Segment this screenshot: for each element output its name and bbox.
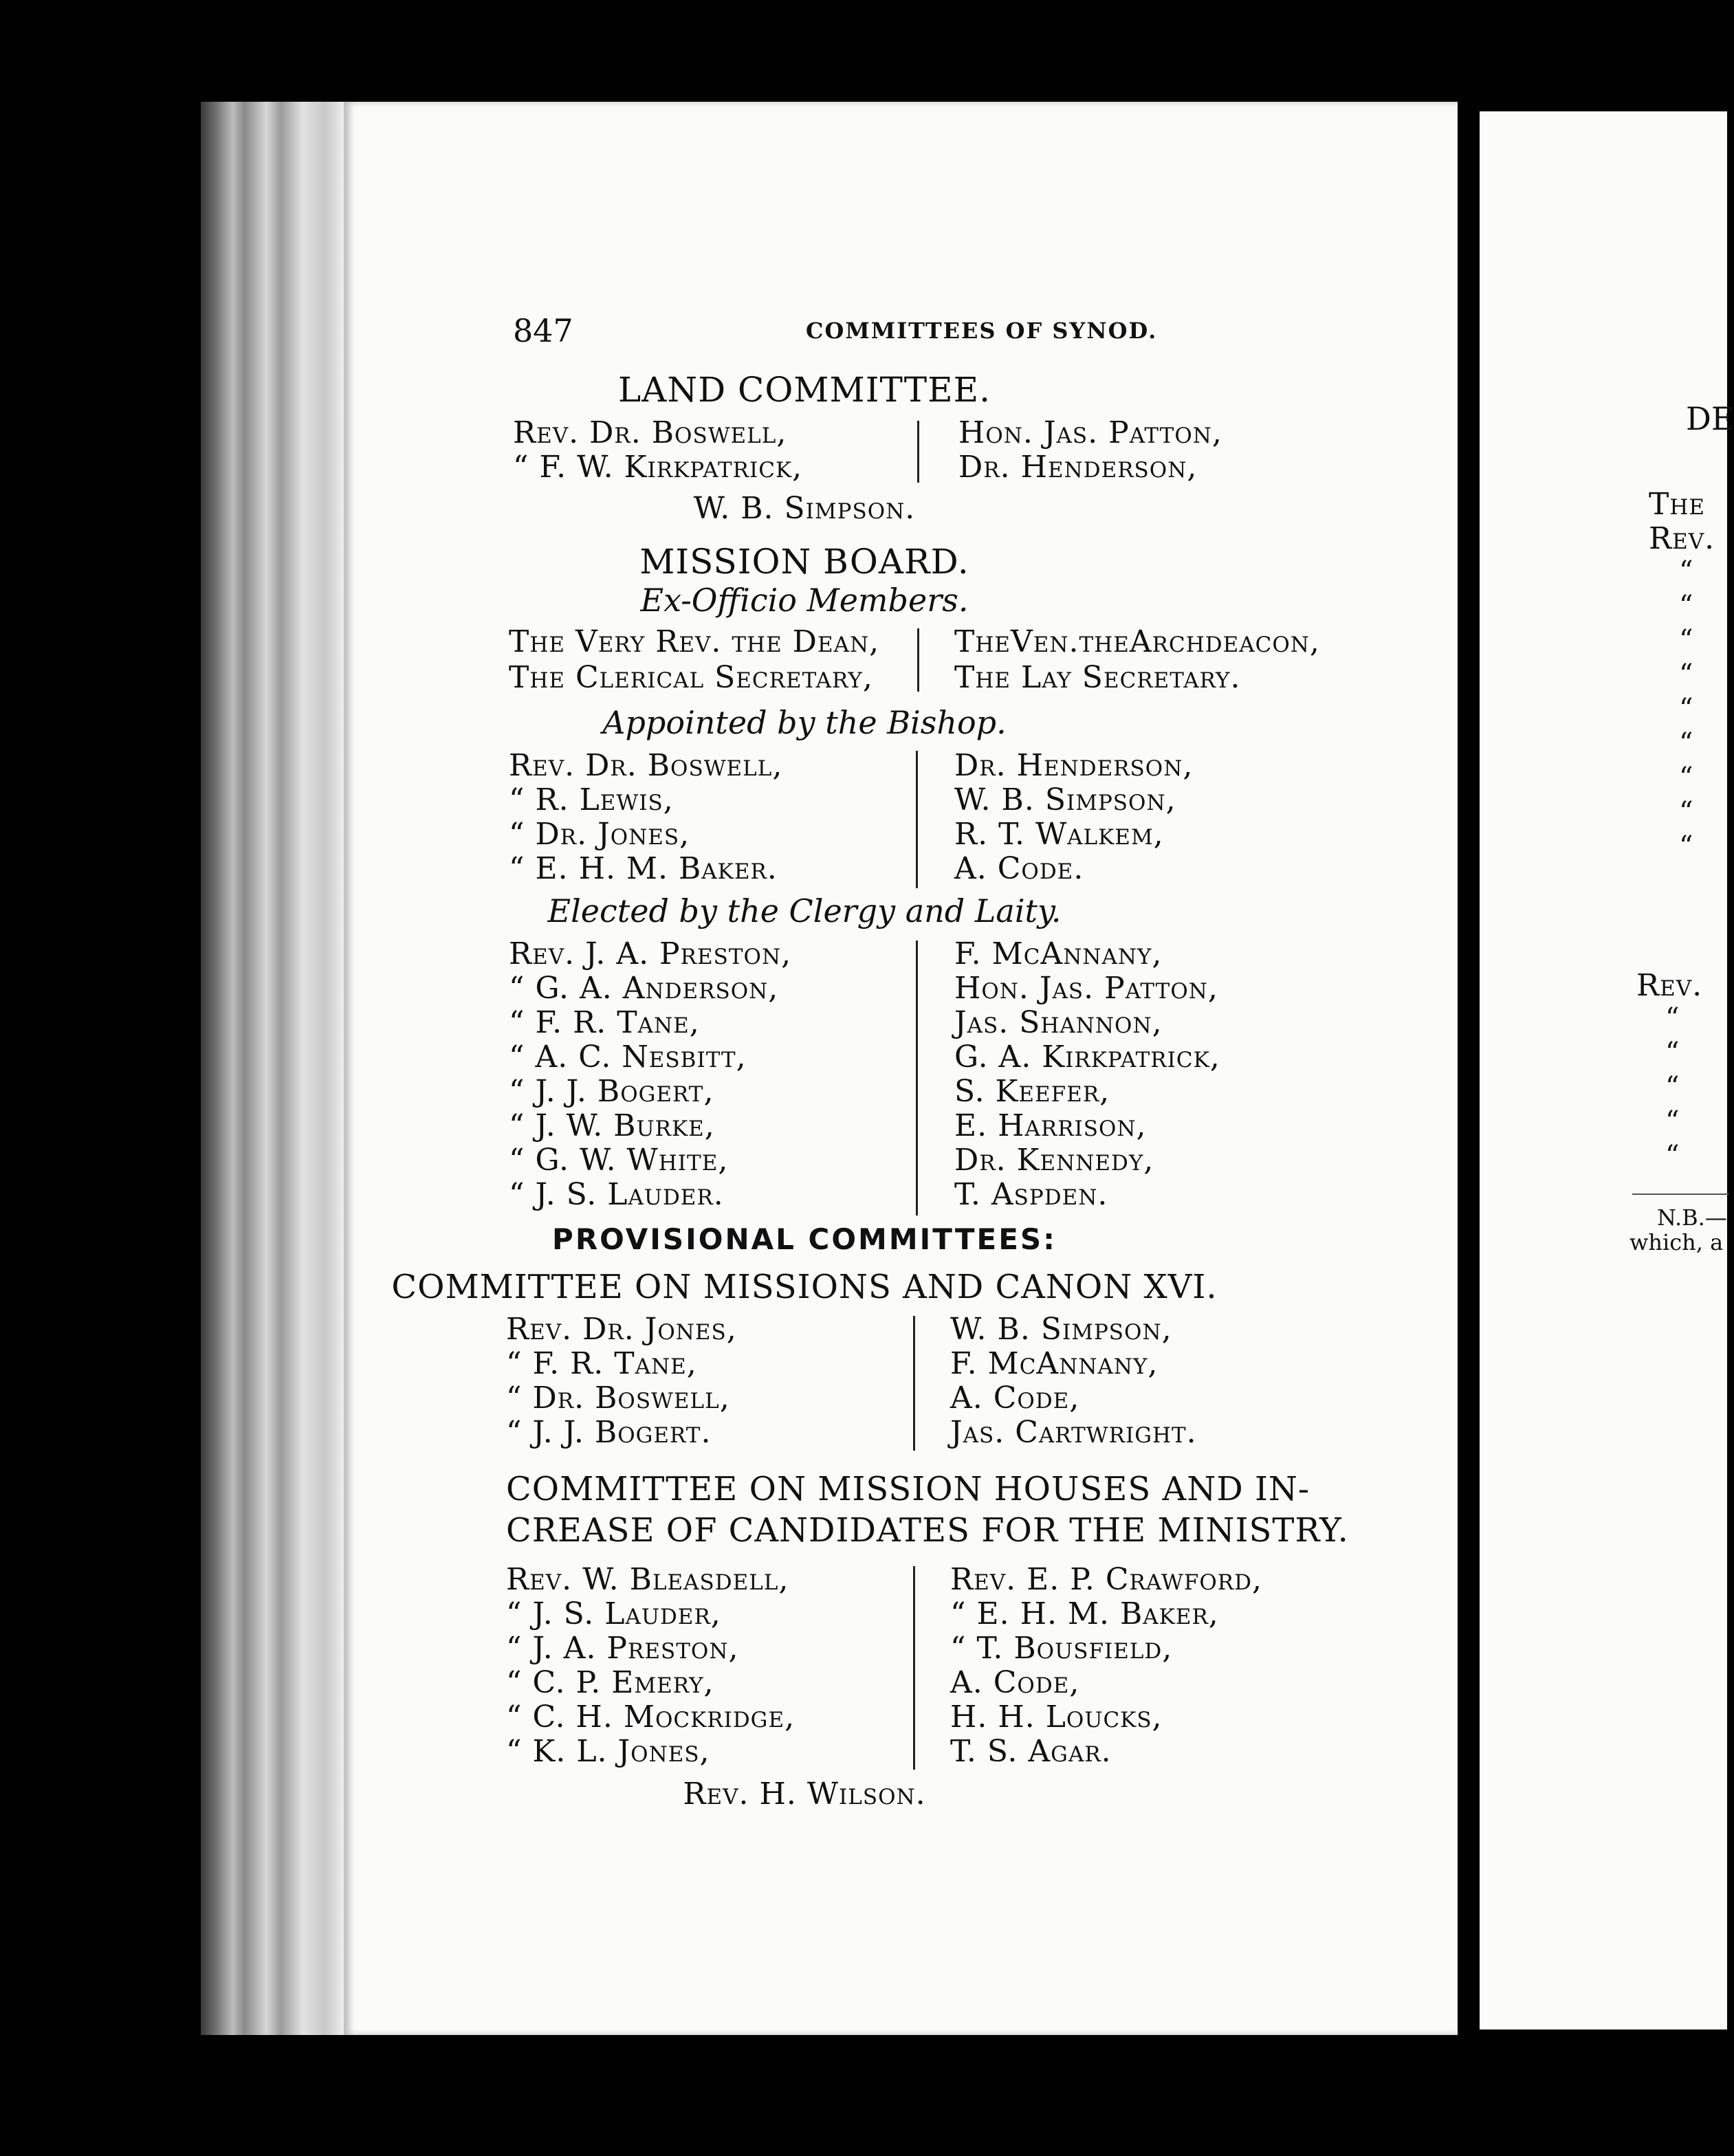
elected-right-3: Jas. Shannon, bbox=[954, 1005, 1163, 1040]
mission-houses-left-5: “ C. H. Mockridge, bbox=[506, 1700, 795, 1735]
elected-left-2: “ G. A. Anderson, bbox=[509, 971, 779, 1006]
rule bbox=[1632, 1194, 1728, 1195]
right-page-ditto-4: “ bbox=[1679, 659, 1693, 690]
appointed-right-2: W. B. Simpson, bbox=[954, 782, 1176, 817]
appointed-left-2: “ R. Lewis, bbox=[509, 782, 674, 817]
right-page-ditto-3: “ bbox=[1679, 624, 1693, 656]
right-page-top: DE bbox=[1686, 400, 1734, 437]
column-divider bbox=[913, 1316, 915, 1451]
right-page-ditto-6: “ bbox=[1679, 727, 1693, 759]
land-left-1: Rev. Dr. Boswell, bbox=[513, 415, 787, 450]
mission-houses-right-3: “ T. Bousfield, bbox=[950, 1631, 1173, 1666]
elected-right-8: T. Aspden. bbox=[954, 1177, 1108, 1212]
land-right-1: Hon. Jas. Patton, bbox=[958, 415, 1222, 450]
column-divider bbox=[917, 421, 919, 483]
missions-canon-right-1: W. B. Simpson, bbox=[950, 1312, 1172, 1347]
right-page-ditto-13: “ bbox=[1665, 1106, 1680, 1137]
elected-left-7: “ G. W. White, bbox=[509, 1143, 729, 1178]
ex-officio-left-2: The Clerical Secretary, bbox=[509, 660, 873, 695]
appointed-left-1: Rev. Dr. Boswell, bbox=[509, 748, 783, 783]
provisional-heading: PROVISIONAL COMMITTEES: bbox=[552, 1222, 1057, 1256]
elected-right-1: F. McAnnany, bbox=[954, 936, 1163, 971]
elected-right-4: G. A. Kirkpatrick, bbox=[954, 1040, 1220, 1075]
elected-right-7: Dr. Kennedy, bbox=[954, 1143, 1154, 1178]
right-page-ditto-8: “ bbox=[1679, 796, 1693, 828]
missions-canon-left-2: “ F. R. Tane, bbox=[506, 1346, 697, 1381]
missions-canon-left-4: “ J. J. Bogert. bbox=[506, 1415, 712, 1450]
appointed-left-4: “ E. H. M. Baker. bbox=[509, 851, 778, 886]
right-page-note-1: N.B.— bbox=[1657, 1204, 1727, 1231]
mission-houses-right-6: T. S. Agar. bbox=[950, 1734, 1112, 1769]
right-page-ditto-12: “ bbox=[1665, 1071, 1680, 1103]
elected-left-6: “ J. W. Burke, bbox=[509, 1108, 715, 1143]
mission-board-title: MISSION BOARD. bbox=[639, 542, 969, 582]
right-page-line-1: The bbox=[1649, 487, 1706, 522]
column-divider bbox=[917, 628, 919, 692]
mission-houses-left-1: Rev. W. Bleasdell, bbox=[506, 1562, 789, 1597]
missions-canon-right-3: A. Code, bbox=[950, 1380, 1080, 1416]
elected-subtitle: Elected by the Clergy and Laity. bbox=[547, 892, 1062, 930]
land-left-2: “ F. W. Kirkpatrick, bbox=[513, 450, 803, 485]
column-divider bbox=[916, 940, 918, 1216]
right-page-lower-rev: Rev. bbox=[1636, 968, 1703, 1003]
elected-left-3: “ F. R. Tane, bbox=[509, 1005, 700, 1040]
right-page-ditto-10: “ bbox=[1665, 1002, 1680, 1034]
column-divider bbox=[916, 751, 918, 888]
appointed-subtitle: Appointed by the Bishop. bbox=[602, 704, 1007, 741]
column-divider bbox=[913, 1566, 915, 1770]
right-page-ditto-14: “ bbox=[1665, 1140, 1680, 1172]
missions-canon-title: COMMITTEE ON MISSIONS AND CANON XVI. bbox=[391, 1268, 1218, 1306]
appointed-right-3: R. T. Walkem, bbox=[954, 817, 1164, 852]
missions-canon-left-1: Rev. Dr. Jones, bbox=[506, 1312, 737, 1347]
mission-houses-right-1: Rev. E. P. Crawford, bbox=[950, 1562, 1262, 1597]
running-head: COMMITTEES OF SYNOD. bbox=[806, 318, 1158, 344]
right-page-line-2: Rev. bbox=[1649, 521, 1715, 556]
elected-left-4: “ A. C. Nesbitt, bbox=[509, 1040, 747, 1075]
missions-canon-right-4: Jas. Cartwright. bbox=[950, 1415, 1197, 1450]
book-page-edges bbox=[201, 102, 347, 2035]
elected-left-1: Rev. J. A. Preston, bbox=[509, 936, 792, 971]
right-page-ditto-2: “ bbox=[1679, 590, 1693, 622]
land-committee-title: LAND COMMITTEE. bbox=[618, 370, 991, 410]
right-page-note-2: which, a bbox=[1629, 1229, 1724, 1255]
mission-houses-left-6: “ K. L. Jones, bbox=[506, 1734, 710, 1769]
mission-houses-right-4: A. Code, bbox=[950, 1665, 1080, 1700]
ex-officio-subtitle: Ex-Officio Members. bbox=[640, 582, 969, 619]
appointed-right-1: Dr. Henderson, bbox=[954, 748, 1194, 783]
mission-houses-right-5: H. H. Loucks, bbox=[950, 1700, 1163, 1735]
elected-right-2: Hon. Jas. Patton, bbox=[954, 971, 1218, 1006]
right-page-fragment bbox=[1480, 111, 1734, 2030]
elected-right-6: E. Harrison, bbox=[954, 1108, 1147, 1143]
appointed-left-3: “ Dr. Jones, bbox=[509, 817, 690, 852]
elected-left-8: “ J. S. Lauder. bbox=[509, 1177, 724, 1212]
mission-houses-footer: Rev. H. Wilson. bbox=[683, 1776, 926, 1812]
right-page-ditto-9: “ bbox=[1679, 830, 1693, 862]
ex-officio-right-2: The Lay Secretary. bbox=[954, 660, 1241, 695]
ex-officio-right-1: TheVen.theArchdeacon, bbox=[954, 624, 1320, 659]
missions-canon-right-2: F. McAnnany, bbox=[950, 1346, 1159, 1381]
elected-right-5: S. Keefer, bbox=[954, 1074, 1110, 1109]
page-number: 847 bbox=[513, 312, 573, 349]
elected-left-5: “ J. J. Bogert, bbox=[509, 1074, 714, 1109]
land-footer: W. B. Simpson. bbox=[693, 491, 916, 526]
land-right-2: Dr. Henderson, bbox=[958, 450, 1198, 485]
mission-houses-left-4: “ C. P. Emery, bbox=[506, 1665, 714, 1700]
right-page-ditto-11: “ bbox=[1665, 1037, 1680, 1068]
mission-houses-title-2: CREASE OF CANDIDATES FOR THE MINISTRY. bbox=[506, 1511, 1349, 1550]
appointed-right-4: A. Code. bbox=[954, 851, 1084, 886]
mission-houses-right-2: “ E. H. M. Baker, bbox=[950, 1596, 1219, 1631]
ex-officio-left-1: The Very Rev. the Dean, bbox=[509, 624, 880, 659]
mission-houses-left-3: “ J. A. Preston, bbox=[506, 1631, 739, 1666]
mission-houses-left-2: “ J. S. Lauder, bbox=[506, 1596, 721, 1631]
mission-houses-title-1: COMMITTEE ON MISSION HOUSES AND IN- bbox=[506, 1470, 1310, 1508]
missions-canon-left-3: “ Dr. Boswell, bbox=[506, 1380, 730, 1416]
left-page bbox=[344, 102, 1458, 2035]
right-page-ditto-1: “ bbox=[1679, 556, 1693, 587]
right-page-ditto-7: “ bbox=[1679, 762, 1693, 793]
right-page-ditto-5: “ bbox=[1679, 693, 1693, 725]
